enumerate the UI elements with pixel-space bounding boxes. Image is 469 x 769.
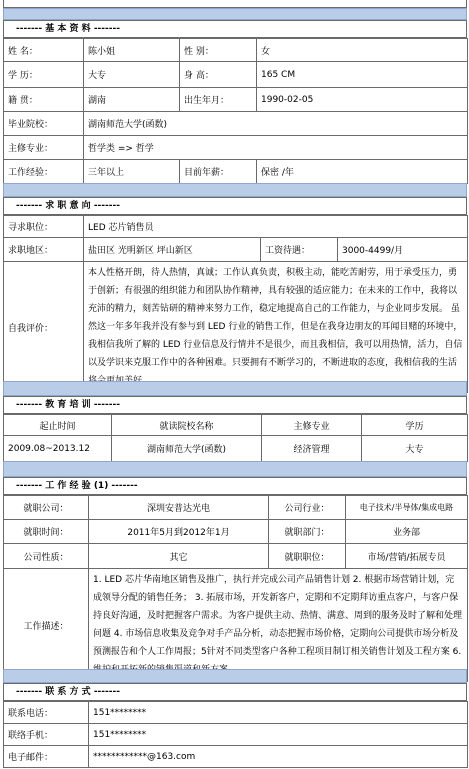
company-label: 就职公司：: [4, 496, 89, 520]
section-contact-title: ------- 联 系 方 式 -------: [3, 683, 467, 701]
edu-col-school: 就读院校名称: [112, 415, 262, 436]
birth-label: 出生年月：: [180, 88, 257, 112]
mobile-label: 联络手机：: [4, 724, 89, 746]
contact-table: [3, 701, 468, 768]
edu-row-school: 湖南师范大学(函数): [112, 436, 262, 462]
mobile-value: 151********: [89, 724, 468, 746]
band-1: [3, 183, 467, 197]
gender-value: 女: [257, 39, 468, 62]
height-label: 身 高：: [180, 62, 257, 88]
self-eval-label: 自我评价：: [4, 262, 84, 393]
nature-value: 其它: [89, 544, 269, 569]
edu-row-period: 2009.08~2013.12: [4, 436, 112, 462]
edu-col-degree: 学历: [362, 415, 468, 436]
birth-value: 1990-02-05: [257, 88, 468, 112]
desc-text: 1. LED 芯片华南地区销售及推广，执行并完成公司产品销售计划 2. 根据市场营销计划，完成领导分配的销售任务； 3. 拓展市场，开发新客户，定期和不定期拜访重点客户，与客户保持良好沟通，及时把握客户需求。为客户提供主动、热情、满意、周到的服务及时了解和处理问题 4. 市场信息收集及竞争对手产品分析，动态把握市场价格，定期向公司提供市场分析及预测报告和个人工作周报；5针对不同类型客户各种工程项目制订相关销售计划及工程方案 6.: [89, 569, 468, 682]
email-label: 电子邮件：: [4, 746, 89, 768]
edu-value: 大专: [84, 62, 180, 88]
major-label: 主修专业：: [4, 136, 84, 160]
status-value: 保密 /年: [257, 160, 468, 184]
section-basic-title: ------- 基 本 资 料 -------: [3, 20, 467, 38]
desc-label: 工作描述：: [4, 569, 89, 682]
position-label: 寻求职位：: [4, 216, 84, 238]
position-value: LED 芯片销售员: [84, 216, 468, 238]
name-label: 姓 名：: [4, 39, 84, 62]
phone-value: 151********: [89, 702, 468, 724]
major-value: 哲学类 => 哲学: [84, 136, 468, 160]
industry-value: 电子技术/半导体/集成电路: [346, 496, 468, 520]
area-value: 盐田区 光明新区 坪山新区: [84, 238, 261, 262]
exp-value: 三年以上: [84, 160, 180, 184]
email-value: ************@163.com: [89, 746, 468, 768]
self-eval-text: 本人性格开朗，待人热情，真诚；工作认真负责，积极主动，能吃苦耐劳，用于承受压力，勇于创新；有很强的组织能力和团队协作精神，具有较强的适应能力；在未来的工作中，我将以充沛的精力，刻苦钻研的精神来努力工作，稳定地提高自己的工作能力，与企业同步发展。 虽然这一年多年我并没有参与到 LED 行业的销售工作，但是在我身边朋友的耳闻目赌的环境中，我相信我所了解的 LED 行业信息及行情并不是很少，而且我相信，我可以用热情，活力，自信以及学识来克服工作中的各种困难。只要拥有不断学习的，不断进取的态度，我相信我的生活: [84, 262, 468, 393]
section-education-title: ------- 教 育 培 训 -------: [3, 396, 467, 414]
exp-label: 工作经验：: [4, 160, 84, 184]
section-work-title: ------- 工 作 经 验 (1) -------: [3, 477, 467, 495]
intent-table: [3, 215, 468, 393]
job-label: 就职职位：: [269, 544, 346, 569]
edu-row-degree: 大专: [362, 436, 468, 462]
work-table: [3, 495, 468, 682]
salary-value: 3000-4499/月: [338, 238, 468, 262]
hometown-label: 籍 贯：: [4, 88, 84, 112]
school-value: 湖南师范大学(函数): [84, 112, 468, 136]
work-time-value: 2011年5月到2012年1月: [89, 520, 269, 544]
name-value: 陈小姐: [84, 39, 180, 62]
band-2: [3, 381, 467, 396]
gender-label: 性 别：: [180, 39, 257, 62]
basic-info-table: [3, 38, 468, 184]
dept-label: 就职部门：: [269, 520, 346, 544]
education-table: [3, 414, 468, 462]
table-row: [4, 436, 468, 462]
hometown-value: 湖南: [84, 88, 180, 112]
band-top: [3, 8, 467, 20]
job-value: 市场/营销/拓展专员: [346, 544, 468, 569]
company-value: 深圳安普达光电: [89, 496, 269, 520]
band-4: [3, 669, 467, 683]
section-intent-title: ------- 求 职 意 向 -------: [3, 197, 467, 215]
edu-col-major: 主修专业: [262, 415, 362, 436]
top-strip: [3, 0, 467, 8]
dept-value: 业务部: [346, 520, 468, 544]
work-time-label: 就职时间：: [4, 520, 89, 544]
height-value: 165 CM: [257, 62, 468, 88]
band-3: [3, 461, 467, 477]
status-label: 目前年薪：: [180, 160, 257, 184]
edu-label: 学 历：: [4, 62, 84, 88]
edu-row-major: 经济管理: [262, 436, 362, 462]
nature-label: 公司性质：: [4, 544, 89, 569]
edu-col-period: 起止时间: [4, 415, 112, 436]
phone-label: 联系电话：: [4, 702, 89, 724]
school-label: 毕业院校：: [4, 112, 84, 136]
area-label: 求职地区：: [4, 238, 84, 262]
industry-label: 公司行业：: [269, 496, 346, 520]
salary-label: 工资待遇：: [261, 238, 338, 262]
